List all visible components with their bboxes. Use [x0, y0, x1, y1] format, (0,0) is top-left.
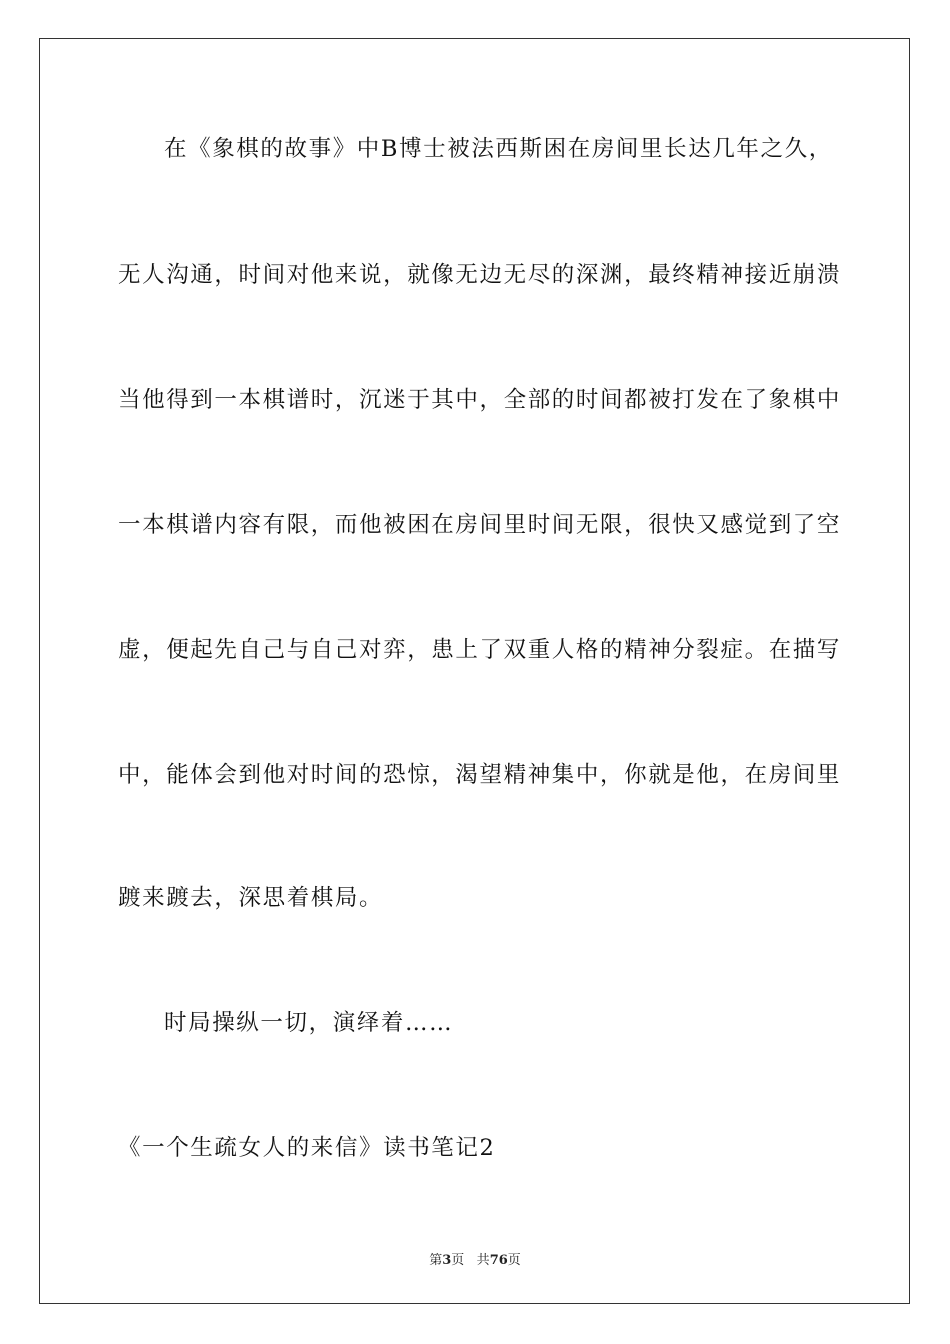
closing-line: 时局操纵一切，演绎着……	[164, 1010, 454, 1036]
footer-total-suffix: 页	[507, 1253, 521, 1268]
page-footer	[0, 1249, 950, 1268]
footer-page-suffix: 页	[451, 1253, 465, 1268]
footer-total-pages: 76	[489, 1253, 508, 1268]
paragraph-line-3: 当他得到一本棋谱时，沉迷于其中，全部的时间都被打发在了象棋中	[118, 387, 842, 413]
section-heading: 《一个生疏女人的来信》读书笔记2	[118, 1135, 496, 1161]
footer-page-prefix: 第	[429, 1253, 443, 1268]
footer-page-number: 3	[442, 1253, 452, 1268]
paragraph-line-2: 无人沟通，时间对他来说，就像无边无尽的深渊，最终精神接近崩溃	[118, 262, 842, 288]
page-border	[39, 38, 910, 1304]
paragraph-line-6: 中，能体会到他对时间的恐惊，渴望精神集中，你就是他，在房间里	[118, 762, 842, 788]
paragraph-line-7: 踱来踱去，深思着棋局。	[118, 885, 384, 911]
footer-total-prefix: 共	[476, 1253, 490, 1268]
paragraph-line-5: 虚，便起先自己与自己对弈，患上了双重人格的精神分裂症。在描写	[118, 637, 842, 663]
paragraph-line-4: 一本棋谱内容有限，而他被困在房间里时间无限，很快又感觉到了空	[118, 512, 842, 538]
paragraph-line-1: 在《象棋的故事》中B博士被法西斯困在房间里长达几年之久，	[164, 136, 833, 162]
